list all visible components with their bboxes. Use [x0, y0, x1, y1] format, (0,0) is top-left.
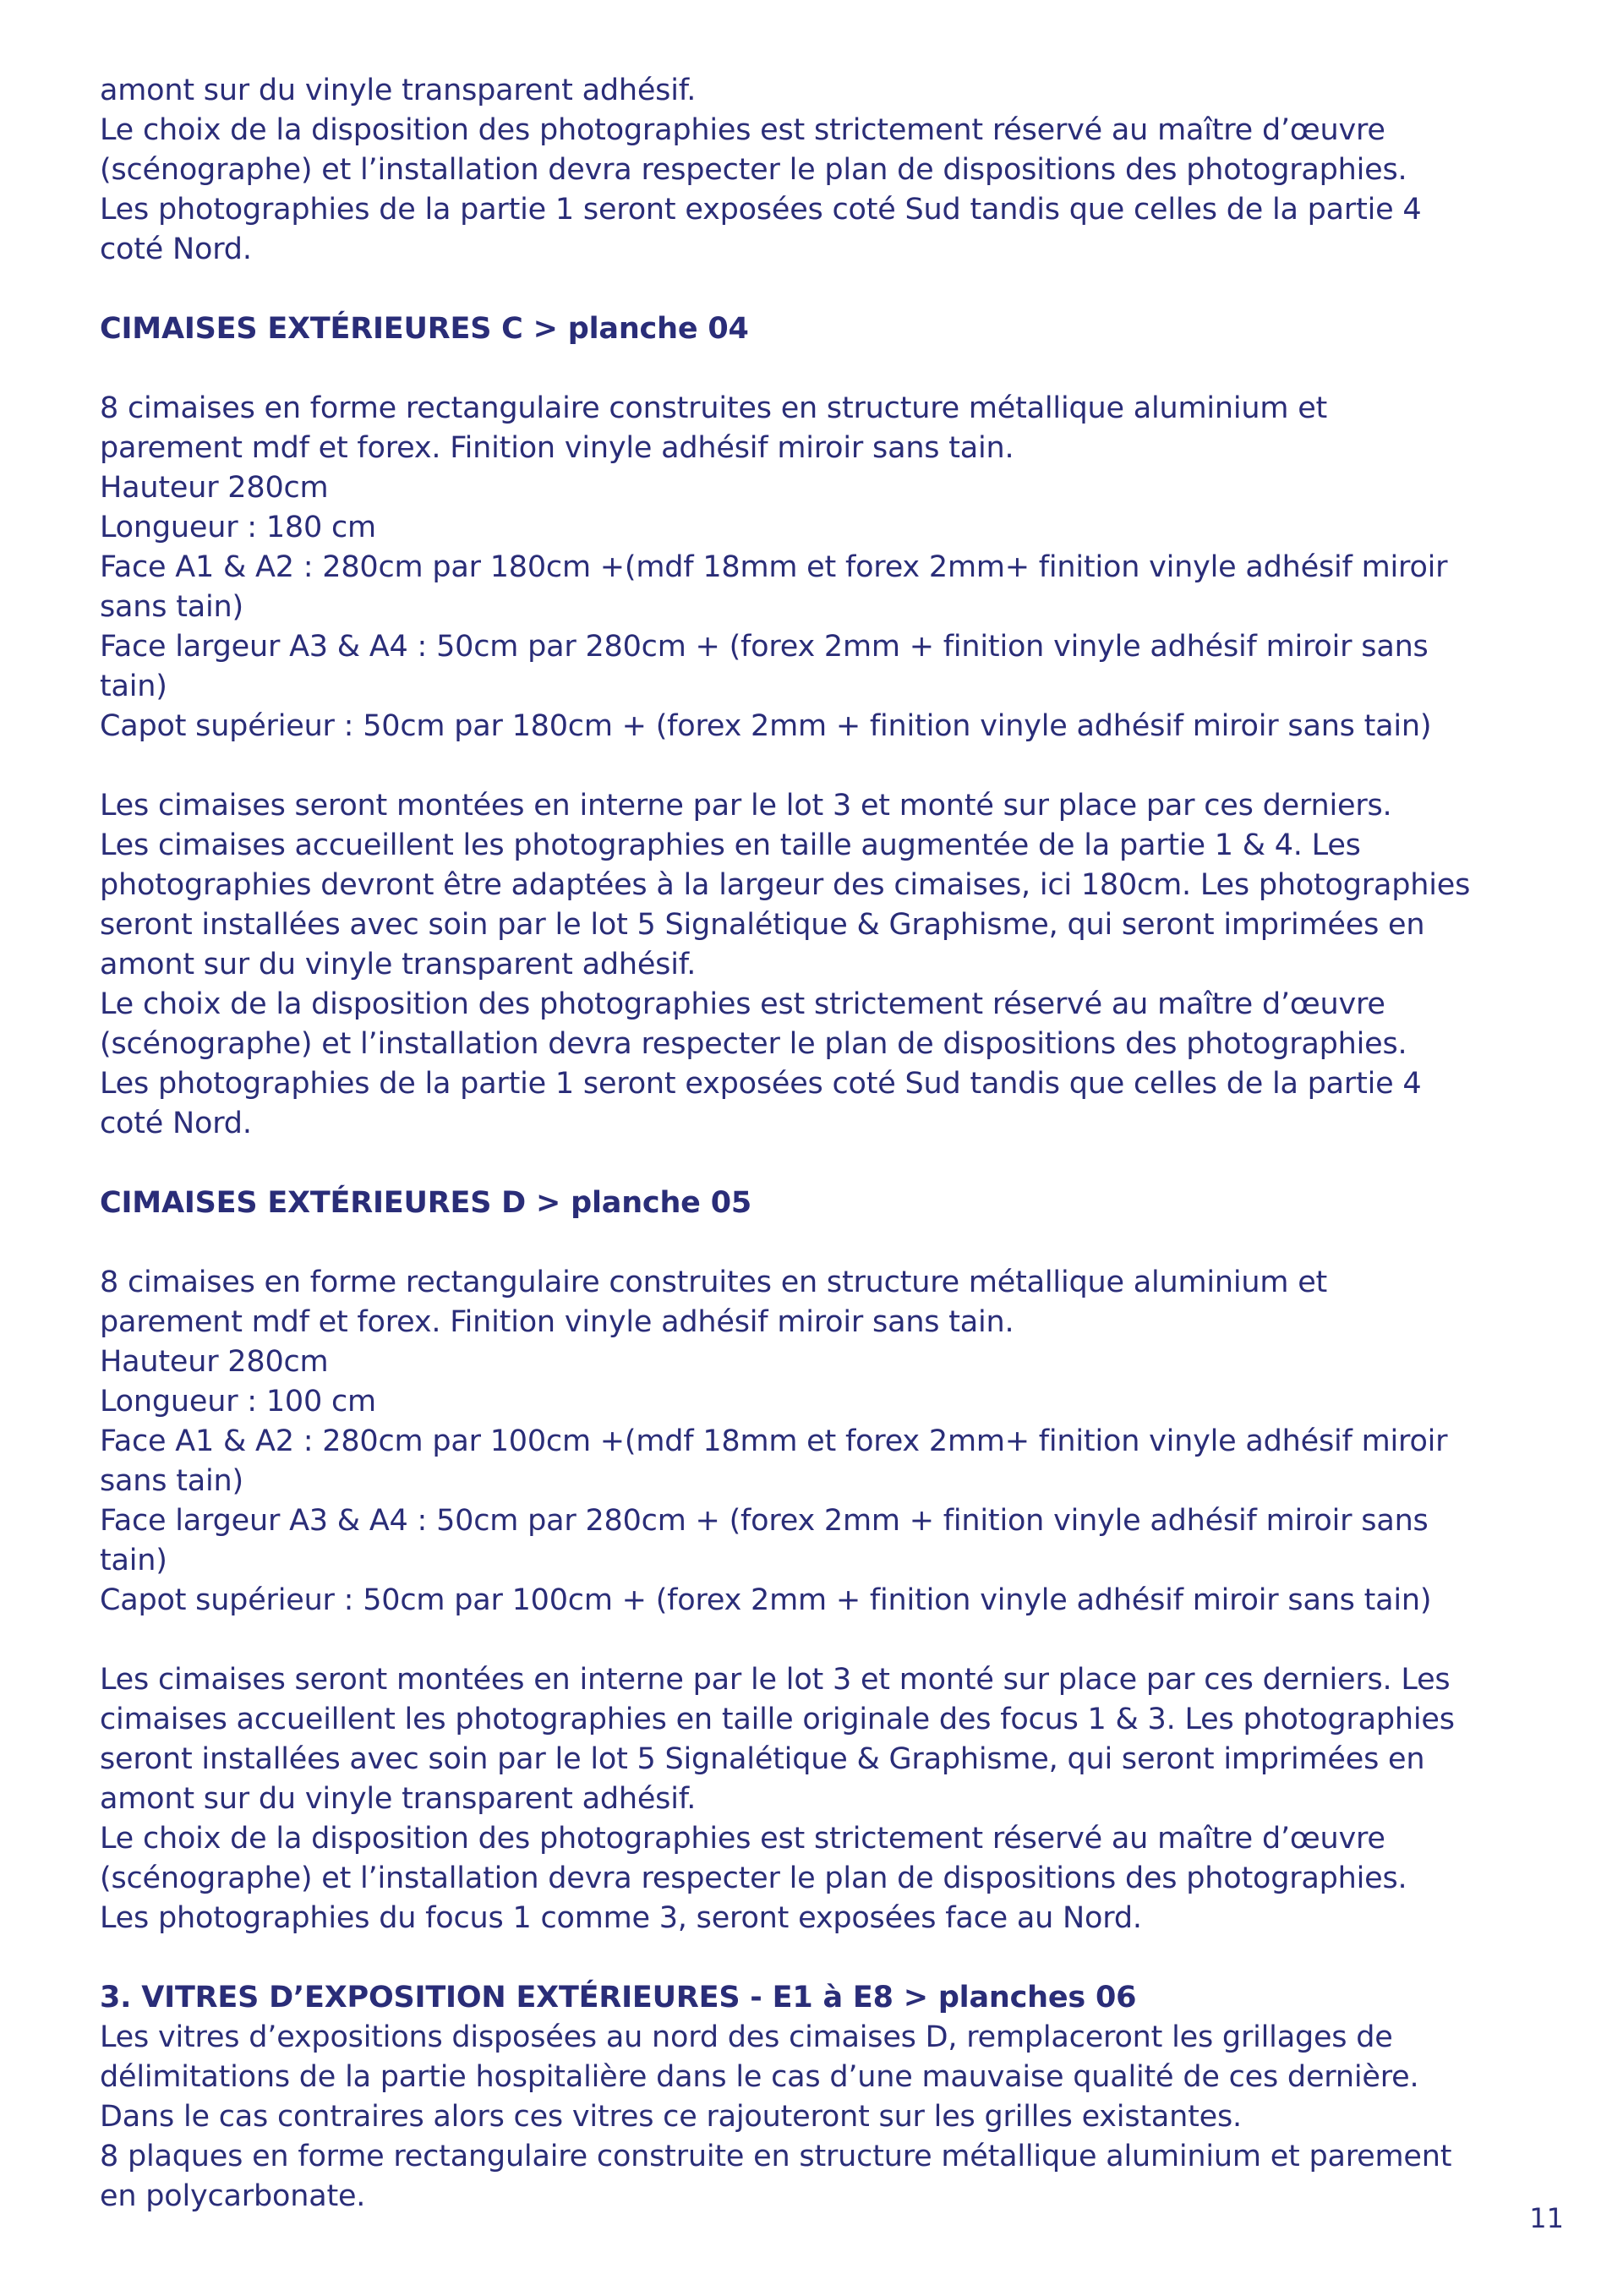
text-line: Capot supérieur : 50cm par 180cm + (forex 2mm + finition vinyle adhésif miroir sans tain) [100, 709, 1432, 743]
text-line: Le choix de la disposition des photographies est strictement réservé au maître d’œuvre [100, 1822, 1385, 1856]
text-line: coté Nord. [100, 1107, 252, 1140]
text-line: Les photographies du focus 1 comme 3, seront exposées face au Nord. [100, 1901, 1142, 1935]
text-line: cimaises accueillent les photographies en taille originale des focus 1 & 3. Les photographies [100, 1703, 1455, 1736]
section-heading [100, 1184, 1554, 1223]
text-line: Les cimaises accueillent les photographies en taille augmentée de la partie 1 & 4. Les [100, 828, 1361, 862]
text-line: parement mdf et forex. Finition vinyle adhésif miroir sans tain. [100, 431, 1014, 465]
text-line: photographies devront être adaptées à la largeur des cimaises, ici 180cm. Les photographies [100, 868, 1471, 902]
text-line: (scénographe) et l’installation devra respecter le plan de dispositions des photographies. [100, 153, 1407, 187]
text-line: (scénographe) et l’installation devra respecter le plan de dispositions des photographies. [100, 1861, 1407, 1895]
text-line: amont sur du vinyle transparent adhésif. [100, 948, 697, 981]
paragraph-gap [100, 1223, 1554, 1263]
text-line: Longueur : 180 cm [100, 511, 376, 544]
text-line: amont sur du vinyle transparent adhésif. [100, 1782, 697, 1816]
text-line: Dans le cas contraires alors ces vitres ce rajouteront sur les grilles existantes. [100, 2100, 1242, 2134]
text-line: 8 plaques en forme rectangulaire construite en structure métallique aluminium et parement [100, 2140, 1452, 2173]
paragraph-gap [100, 746, 1554, 786]
paragraph-gap [100, 1621, 1554, 1660]
text-line: Face A1 & A2 : 280cm par 180cm +(mdf 18mm et forex 2mm+ finition vinyle adhésif miroir [100, 550, 1448, 584]
text-line: en polycarbonate. [100, 2179, 366, 2213]
text-line: Capot supérieur : 50cm par 100cm + (forex 2mm + finition vinyle adhésif miroir sans tain) [100, 1583, 1432, 1617]
heading-text: CIMAISES EXTÉRIEURES D > planche 05 [100, 1186, 752, 1220]
paragraph-gap [100, 1144, 1554, 1184]
text-line: tain) [100, 670, 167, 703]
text-line: amont sur du vinyle transparent adhésif. [100, 74, 697, 107]
paragraph [100, 786, 1554, 1144]
paragraph [100, 389, 1554, 746]
text-line: Face A1 & A2 : 280cm par 100cm +(mdf 18mm et forex 2mm+ finition vinyle adhésif miroir [100, 1424, 1448, 1458]
text-line: tain) [100, 1544, 167, 1577]
paragraph-gap [100, 1938, 1554, 1978]
text-line: Les photographies de la partie 1 seront exposées coté Sud tandis que celles de la partie 4 [100, 1067, 1422, 1101]
document-body [100, 71, 1554, 2217]
paragraph [100, 2018, 1554, 2217]
text-line: Les photographies de la partie 1 seront exposées coté Sud tandis que celles de la partie 4 [100, 193, 1422, 227]
text-line: (scénographe) et l’installation devra respecter le plan de dispositions des photographies. [100, 1027, 1407, 1061]
text-line: délimitations de la partie hospitalière dans le cas d’une mauvaise qualité de ces dernière. [100, 2060, 1419, 2094]
text-line: Le choix de la disposition des photographies est strictement réservé au maître d’œuvre [100, 113, 1385, 147]
text-line: Les vitres d’expositions disposées au nord des cimaises D, remplaceront les grillages de [100, 2020, 1393, 2054]
text-line: Hauteur 280cm [100, 471, 329, 505]
heading-text: 3. VITRES D’EXPOSITION EXTÉRIEURES - E1 à E8 > planches 06 [100, 1981, 1137, 2014]
text-line: Hauteur 280cm [100, 1345, 329, 1379]
text-line: sans tain) [100, 1464, 243, 1498]
text-line: Le choix de la disposition des photographies est strictement réservé au maître d’œuvre [100, 987, 1385, 1021]
text-line: coté Nord. [100, 232, 252, 266]
paragraph [100, 1263, 1554, 1621]
paragraph [100, 71, 1554, 270]
text-line: Face largeur A3 & A4 : 50cm par 280cm + (forex 2mm + finition vinyle adhésif miroir sans [100, 630, 1429, 664]
section-heading [100, 1978, 1554, 2018]
text-line: parement mdf et forex. Finition vinyle adhésif miroir sans tain. [100, 1305, 1014, 1339]
text-line: Les cimaises seront montées en interne par le lot 3 et monté sur place par ces derniers. Les [100, 1663, 1451, 1697]
text-line: 8 cimaises en forme rectangulaire construites en structure métallique aluminium et [100, 1266, 1328, 1299]
text-line: 8 cimaises en forme rectangulaire construites en structure métallique aluminium et [100, 391, 1328, 425]
section-heading [100, 309, 1554, 349]
text-line: Longueur : 100 cm [100, 1385, 376, 1419]
paragraph [100, 1660, 1554, 1938]
heading-text: CIMAISES EXTÉRIEURES C > planche 04 [100, 312, 749, 346]
text-line: seront installées avec soin par le lot 5 Signalétique & Graphisme, qui seront imprimées en [100, 1742, 1425, 1776]
paragraph-gap [100, 349, 1554, 389]
text-line: sans tain) [100, 590, 243, 624]
text-line: Les cimaises seront montées en interne par le lot 3 et monté sur place par ces derniers. [100, 789, 1392, 823]
text-line: Face largeur A3 & A4 : 50cm par 280cm + (forex 2mm + finition vinyle adhésif miroir sans [100, 1504, 1429, 1538]
paragraph-gap [100, 270, 1554, 309]
page-number: 11 [1529, 2202, 1564, 2234]
text-line: seront installées avec soin par le lot 5 Signalétique & Graphisme, qui seront imprimées en [100, 908, 1425, 942]
